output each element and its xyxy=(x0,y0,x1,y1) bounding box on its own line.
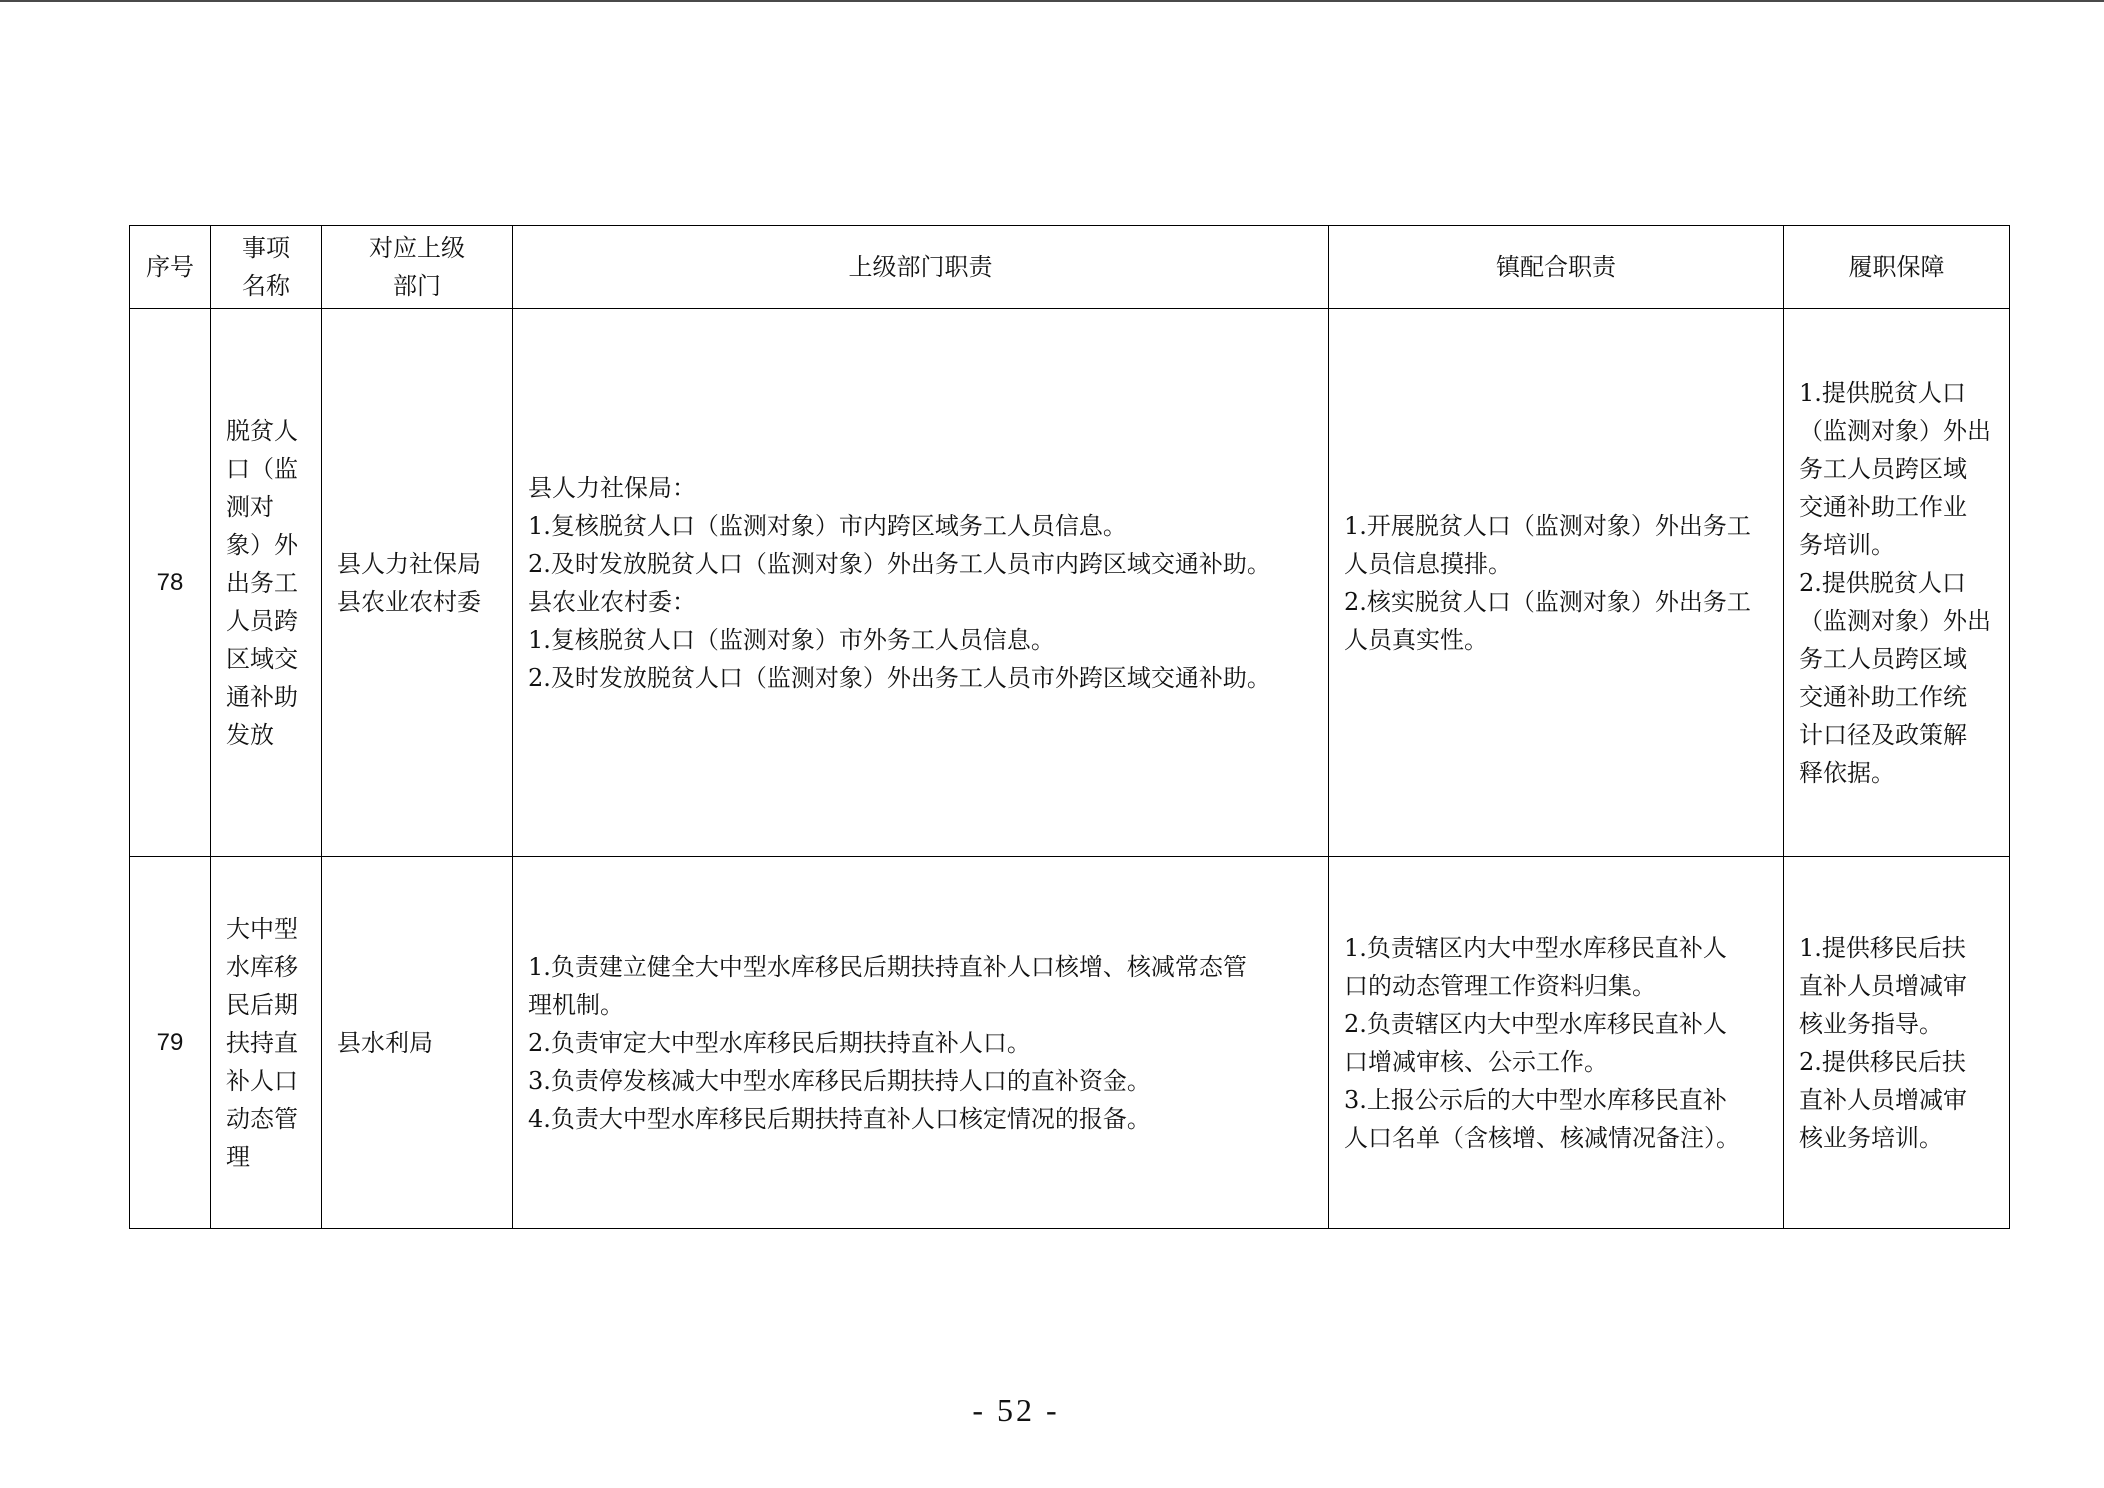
text-line: 区域交 xyxy=(226,644,298,673)
header-town-duties xyxy=(1329,226,1784,309)
text-line: 人员信息摸排。 xyxy=(1344,549,1512,578)
page-top-edge xyxy=(0,0,2104,2)
header-label: 履职保障 xyxy=(1848,253,1945,281)
text-line: 补人口 xyxy=(226,1066,298,1095)
header-label: 上级部门职责 xyxy=(848,253,993,281)
header-superior-dept xyxy=(322,226,513,309)
text-line: 2.及时发放脱贫人口（监测对象）外出务工人员市外跨区域交通补助。 xyxy=(528,663,1271,692)
cell-superior-dept xyxy=(322,857,513,1229)
text-line: 计口径及政策解 xyxy=(1799,720,1967,749)
page-number: - 52 - xyxy=(972,1392,1060,1428)
header-guarantee xyxy=(1784,226,2010,309)
text-line: 县农业农村委 xyxy=(337,587,481,616)
text-line: 2.核实脱贫人口（监测对象）外出务工 xyxy=(1344,587,1751,616)
header-item-name xyxy=(211,226,322,309)
text-line: 交通补助工作统 xyxy=(1799,682,1967,711)
text-line: 2.负责辖区内大中型水库移民直补人 xyxy=(1344,1009,1727,1038)
header-label: 镇配合职责 xyxy=(1496,253,1616,281)
text-line: 1.复核脱贫人口（监测对象）市外务工人员信息。 xyxy=(528,625,1055,654)
text-line: 发放 xyxy=(226,720,274,749)
header-superior-duties xyxy=(513,226,1329,309)
cell-index xyxy=(130,857,211,1229)
text-line: 务工人员跨区域 xyxy=(1799,644,1967,673)
text-line: 口增减审核、公示工作。 xyxy=(1344,1047,1608,1076)
cell-item-name xyxy=(211,309,322,857)
text-line: 核业务培训。 xyxy=(1799,1123,1943,1152)
text-line: 县人力社保局 xyxy=(337,549,481,578)
text-line: 水库移 xyxy=(226,952,298,981)
cell-index xyxy=(130,309,211,857)
text-line: 人员跨 xyxy=(226,606,298,635)
header-index xyxy=(130,226,211,309)
text-line: 直补人员增减审 xyxy=(1799,971,1967,1000)
text-line: 理机制。 xyxy=(528,990,624,1019)
row-number: 79 xyxy=(156,1028,184,1056)
header-label: 部门 xyxy=(393,272,441,300)
text-line: （监测对象）外出 xyxy=(1799,606,1991,635)
cell-town-duties xyxy=(1329,309,1784,857)
header-label: 序号 xyxy=(146,253,194,281)
cell-item-name xyxy=(211,857,322,1229)
duties-table xyxy=(129,225,2010,1229)
text-line: 通补助 xyxy=(226,682,298,711)
text-line: 1.提供移民后扶 xyxy=(1799,933,1966,962)
table-row xyxy=(130,309,2010,857)
text-line: （监测对象）外出 xyxy=(1799,416,1991,445)
text-line: 测对 xyxy=(226,492,274,521)
text-line: 3.负责停发核减大中型水库移民后期扶持人口的直补资金。 xyxy=(528,1066,1151,1095)
text-line: 务培训。 xyxy=(1799,530,1895,559)
cell-superior-duties xyxy=(513,857,1329,1229)
text-line: 务工人员跨区域 xyxy=(1799,454,1967,483)
header-label: 对应上级 xyxy=(369,234,465,262)
header-label: 名称 xyxy=(242,272,290,300)
text-line: 1.复核脱贫人口（监测对象）市内跨区域务工人员信息。 xyxy=(528,511,1127,540)
row-number: 78 xyxy=(156,568,184,596)
text-line: 直补人员增减审 xyxy=(1799,1085,1967,1114)
text-line: 民后期 xyxy=(226,990,298,1019)
cell-guarantee xyxy=(1784,309,2010,857)
header-label: 事项 xyxy=(242,234,290,262)
cell-superior-dept xyxy=(322,309,513,857)
text-line: 人口名单（含核增、核减情况备注）。 xyxy=(1344,1123,1740,1152)
cell-town-duties xyxy=(1329,857,1784,1229)
text-line: 扶持直 xyxy=(226,1028,298,1057)
text-line: 口（监 xyxy=(226,454,298,483)
cell-guarantee xyxy=(1784,857,2010,1229)
text-line: 1.提供脱贫人口 xyxy=(1799,378,1966,407)
text-line: 出务工 xyxy=(226,568,298,597)
text-line: 县农业农村委： xyxy=(528,587,696,616)
text-line: 理 xyxy=(226,1142,250,1171)
text-line: 大中型 xyxy=(226,914,298,943)
text-line: 县人力社保局： xyxy=(528,473,696,502)
text-line: 3.上报公示后的大中型水库移民直补 xyxy=(1344,1085,1727,1114)
text-line: 动态管 xyxy=(226,1104,298,1133)
text-line: 1.负责辖区内大中型水库移民直补人 xyxy=(1344,933,1727,962)
text-line: 4.负责大中型水库移民后期扶持直补人口核定情况的报备。 xyxy=(528,1104,1151,1133)
text-line: 核业务指导。 xyxy=(1799,1009,1943,1038)
text-line: 县水利局 xyxy=(337,1028,433,1057)
text-line: 人员真实性。 xyxy=(1344,625,1488,654)
text-line: 象）外 xyxy=(226,530,298,559)
text-line: 1.负责建立健全大中型水库移民后期扶持直补人口核增、核减常态管 xyxy=(528,952,1247,981)
cell-superior-duties xyxy=(513,309,1329,857)
table-row xyxy=(130,857,2010,1229)
text-line: 2.提供移民后扶 xyxy=(1799,1047,1966,1076)
text-line: 2.及时发放脱贫人口（监测对象）外出务工人员市内跨区域交通补助。 xyxy=(528,549,1271,578)
text-line: 1.开展脱贫人口（监测对象）外出务工 xyxy=(1344,511,1751,540)
text-line: 交通补助工作业 xyxy=(1799,492,1967,521)
text-line: 2.负责审定大中型水库移民后期扶持直补人口。 xyxy=(528,1028,1031,1057)
text-line: 口的动态管理工作资料归集。 xyxy=(1344,971,1656,1000)
text-line: 2.提供脱贫人口 xyxy=(1799,568,1966,597)
header-row xyxy=(130,226,2010,309)
text-line: 释依据。 xyxy=(1799,758,1895,787)
text-line: 脱贫人 xyxy=(226,416,298,445)
